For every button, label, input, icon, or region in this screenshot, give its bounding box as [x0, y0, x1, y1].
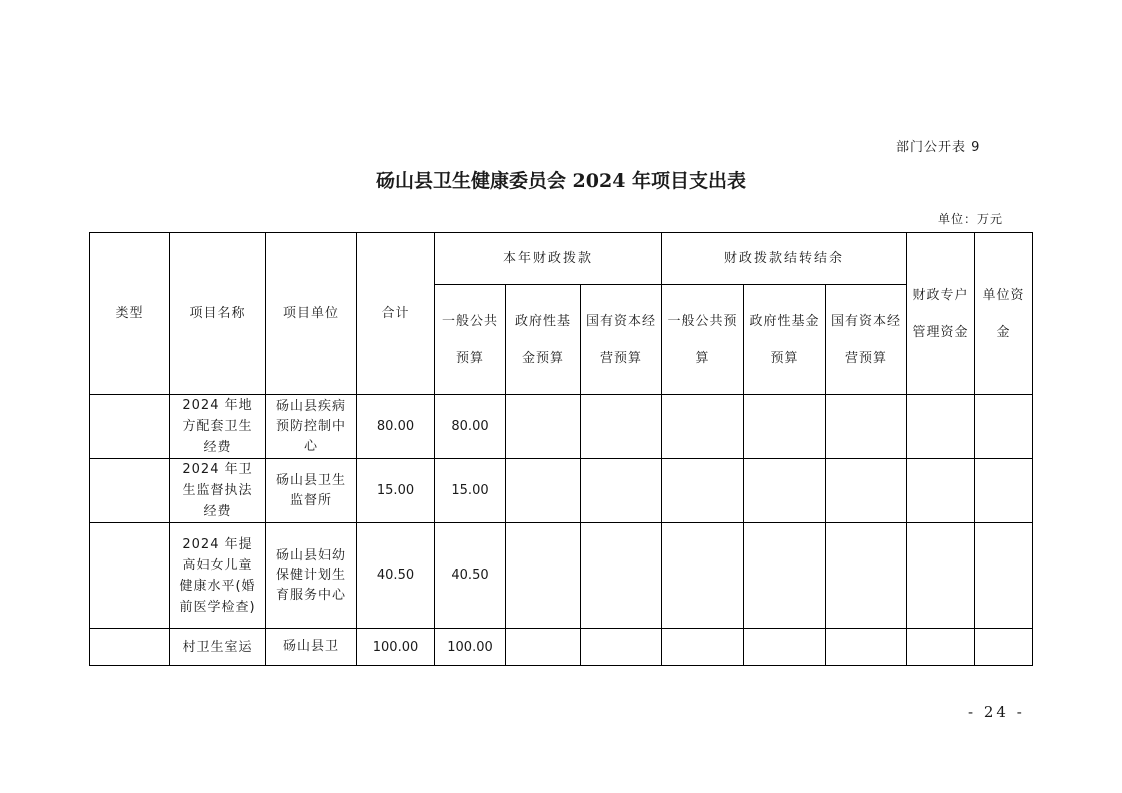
page-title: 砀山县卫生健康委员会 2024 年项目支出表	[375, 170, 747, 192]
cell-general-public-budget: 80.00	[435, 395, 506, 459]
cell-general-public-budget: 100.00	[435, 629, 506, 666]
cell-carry-gov-fund	[744, 523, 826, 629]
cell-project-unit: 砀山县卫	[266, 629, 357, 666]
header-carry-state-capital: 国有资本经营预算	[826, 285, 907, 395]
cell-carry-general-public	[662, 629, 744, 666]
header-unit-funds: 单位资金	[975, 233, 1033, 395]
cell-unit-funds	[975, 629, 1033, 666]
project-expenditure-table	[89, 232, 1033, 666]
table-label: 部门公开表 9	[896, 140, 981, 155]
cell-state-capital-budget	[581, 459, 662, 523]
cell-carry-general-public	[662, 395, 744, 459]
cell-carry-general-public	[662, 523, 744, 629]
cell-project-name: 2024 年地方配套卫生经费	[170, 395, 266, 459]
cell-state-capital-budget	[581, 629, 662, 666]
header-project-name: 项目名称	[170, 233, 266, 395]
cell-carry-general-public	[662, 459, 744, 523]
header-gov-fund-budget: 政府性基金预算	[506, 285, 581, 395]
table-row	[90, 459, 1033, 523]
cell-general-public-budget: 15.00	[435, 459, 506, 523]
cell-carry-gov-fund	[744, 395, 826, 459]
header-carry-general-public: 一般公共预算	[662, 285, 744, 395]
cell-unit-funds	[975, 395, 1033, 459]
header-group-current-year: 本年财政拨款	[435, 233, 662, 285]
unit-label: 单位：万元	[938, 212, 1004, 226]
cell-carry-state-capital	[826, 395, 907, 459]
header-group-carryover: 财政拨款结转结余	[662, 233, 907, 285]
cell-project-name: 村卫生室运	[170, 629, 266, 666]
cell-project-unit: 砀山县妇幼保健计划生育服务中心	[266, 523, 357, 629]
cell-project-unit: 砀山县疾病预防控制中心	[266, 395, 357, 459]
cell-total: 40.50	[357, 523, 435, 629]
cell-total: 15.00	[357, 459, 435, 523]
cell-carry-state-capital	[826, 459, 907, 523]
cell-carry-gov-fund	[744, 459, 826, 523]
cell-state-capital-budget	[581, 523, 662, 629]
header-state-capital-budget: 国有资本经营预算	[581, 285, 662, 395]
cell-type	[90, 629, 170, 666]
table-row	[90, 629, 1033, 666]
header-project-unit: 项目单位	[266, 233, 357, 395]
table-row	[90, 395, 1033, 459]
header-special-account: 财政专户管理资金	[907, 233, 975, 395]
cell-unit-funds	[975, 459, 1033, 523]
cell-gov-fund-budget	[506, 523, 581, 629]
cell-special-account	[907, 523, 975, 629]
cell-carry-gov-fund	[744, 629, 826, 666]
cell-type	[90, 459, 170, 523]
cell-carry-state-capital	[826, 523, 907, 629]
header-general-public-budget: 一般公共预算	[435, 285, 506, 395]
cell-gov-fund-budget	[506, 395, 581, 459]
cell-unit-funds	[975, 523, 1033, 629]
cell-general-public-budget: 40.50	[435, 523, 506, 629]
cell-special-account	[907, 629, 975, 666]
cell-total: 80.00	[357, 395, 435, 459]
cell-project-name: 2024 年提高妇女儿童健康水平(婚前医学检查)	[170, 523, 266, 629]
header-total: 合计	[357, 233, 435, 395]
cell-special-account	[907, 395, 975, 459]
table-row	[90, 523, 1033, 629]
header-carry-gov-fund: 政府性基金预算	[744, 285, 826, 395]
cell-type	[90, 523, 170, 629]
cell-gov-fund-budget	[506, 629, 581, 666]
cell-project-unit: 砀山县卫生监督所	[266, 459, 357, 523]
cell-gov-fund-budget	[506, 459, 581, 523]
cell-type	[90, 395, 170, 459]
cell-carry-state-capital	[826, 629, 907, 666]
header-row-1	[90, 233, 1033, 285]
header-type: 类型	[90, 233, 170, 395]
cell-special-account	[907, 459, 975, 523]
page-number: - 24 -	[968, 703, 1025, 721]
cell-project-name: 2024 年卫生监督执法经费	[170, 459, 266, 523]
cell-state-capital-budget	[581, 395, 662, 459]
cell-total: 100.00	[357, 629, 435, 666]
